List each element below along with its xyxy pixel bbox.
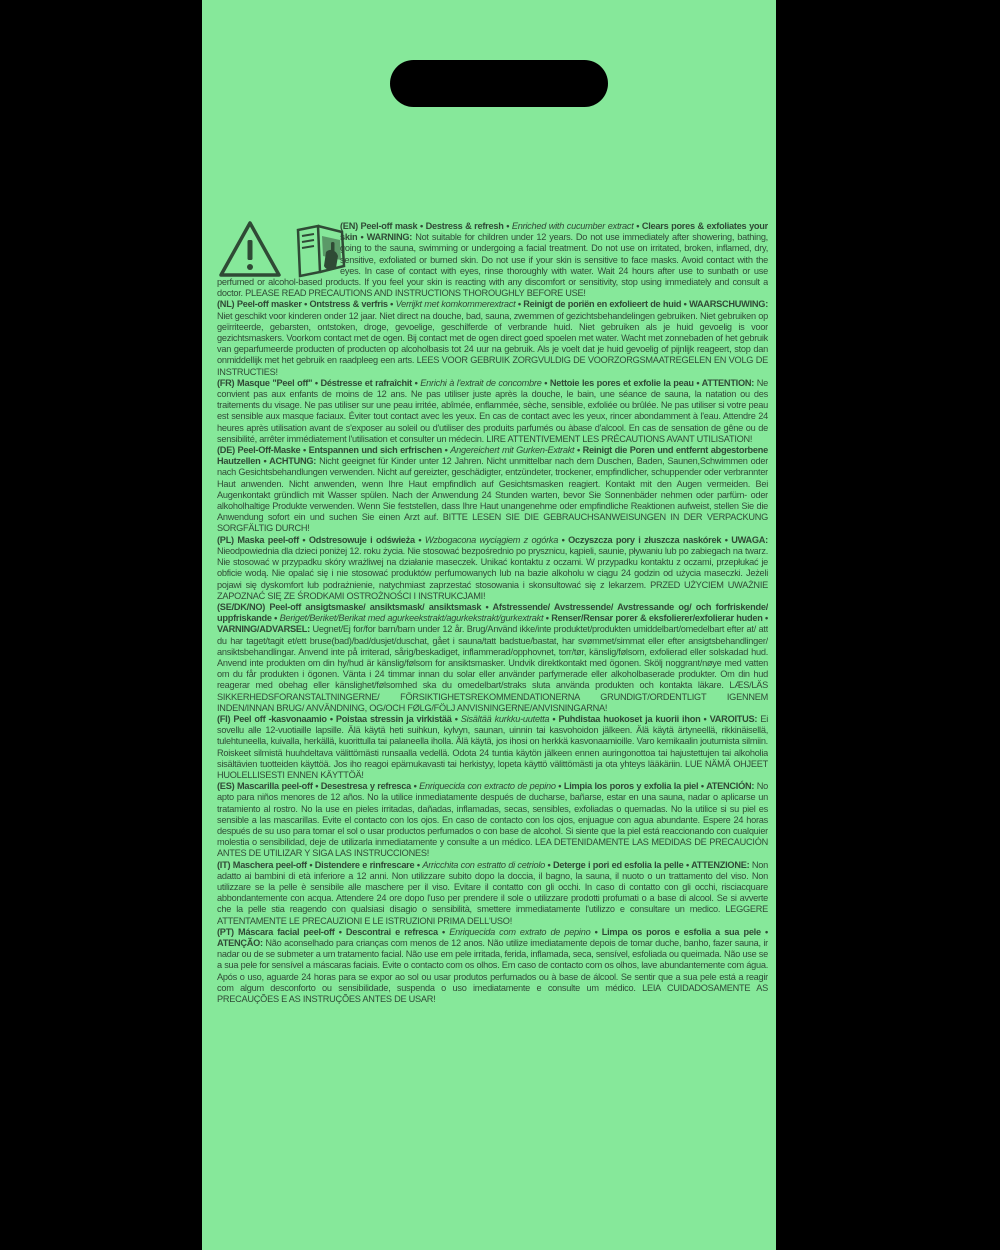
section-code: (FR) [217,377,235,388]
hang-hole [390,60,608,107]
section-claim: • Nettoie les pores et exfolie la peau • ATTENTION: [544,377,755,388]
section-code: (SE/DK/NO) [217,601,266,612]
section-tagline: Enriched with cucumber extract [511,221,634,231]
section-es [217,781,768,859]
section-body: No apto para niños menores de 12 años. No la utilice inmediatamente después de ducharse, bañarse, estar en una sauna, nadar o aplicarse un tratamiento al rostro. No la use en pieles irritadas, dañadas, inflamadas, secas, sensibles, exfoliadas o quemadas. No la utilice si su piel es sensible a las mascarillas. Evite el contacto con los ojos. En caso de contacto con los ojos, enjuague con agua abundante. Espere 24 horas después de su uso para tomar el sol o usar productos perfumados o con base de alcohol. Si siente que la piel está reaccionando con cualquier molestia o sensibilidad, deje de utilizarla inmediatamente y consulte a un médico. LEA DETENIDAMENTE LAS MEDIDAS DE PRECAUCIÓN ANTES DE UTILIZAR Y SIGA LAS INSTRUCCIONES! [217,781,768,859]
section-claim: • Limpia los poros y exfolia la piel • ATENCIÓN: [558,781,755,792]
section-body: Non adatto ai bambini di età inferiore a 12 anni. Non utilizzare subito dopo la doccia, il bagno, la sauna, il nuoto o un trattamento del viso. Non utilizzare se la pelle è sensibile alle maschere per il viso. Evitare il contatto con gli occhi. In caso di contatto con gli occhi, risciacquare abbondantemente con acqua. Attendere 24 ore dopo l'uso per prendere il sole o utilizzare prodotti profumati o a base di alcool. Se si avverte che la pelle stia reagendo con qualsiasi disagio o sensibilità, smettere immediatamente l'utilizzo e consultare un medico. LEGGERE ATTENTAMENTE LE PRECAUZIONI E LE ISTRUZIONI PRIMA DELL'USO! [217,859,768,926]
section-claim: • Puhdistaa huokoset ja kuorii ihon • VAROITUS: [552,713,758,724]
section-body: Niet geschikt voor kinderen onder 12 jaar. Niet direct na douche, bad, sauna, zwemmen of gezichtsbehandelingen gebruiken. Niet gebruiken op geïrriteerde, gebarsten, ontstoken, droge, gevoelige, geschilferde of verbrande huid. Niet gebruiken als je huid gevoelig is voor gezichtsmaskers. Voorkom contact met de ogen. Bij contact met de ogen direct goed spoelen met water. Wacht met zonnebaden of het gebruik van geparfumeerde producten of producten op alcoholbasis tot 24 uur na gebruik. Als je voelt dat je huid gevoelig of pijnlijk reageert, stop dan onmiddellijk met het gebruik en raadpleeg een arts. LEES VOOR GEBRUIK ZORGVULDIG DE VOORZORGSMAATREGELEN EN VOLG DE INSTRUCTIES! [217,310,768,377]
section-heading: Peel-off masker • Ontstress & verfris • [236,299,394,310]
section-heading: Masque "Peel off" • Déstresse et rafraîchit • [237,377,418,388]
section-de [217,445,768,535]
section-body: Nicht geeignet für Kinder unter 12 Jahren. Nicht unmittelbar nach dem Duschen, Baden, Saunen,Schwimmen oder nach Gesichtsbehandlungen verwenden. Nicht auf gereizter, geschädigter, entzündeter, trockener, empfindlicher, schuppender oder verbrannter Haut anwenden. Nicht anwenden, wenn Ihre Haut empfindlich auf Gesichtsmasken reagiert. Kontakt mit den Augen vermeiden. Bei Augenkontakt gründlich mit Wasser spülen. Nach der Anwendung 24 Stunden warten, bevor Sie Sonnenbäder nehmen oder parfüm- oder alkoholhaltige Produkte verwenden. Wenn Sie feststellen, dass Ihre Haut unangenehme oder empfindliche Reaktionen aufweist, stellen Sie die Anwendung sofort ein und suchen Sie einen Arzt auf. BITTE LESEN SIE DIE GEBRAUCHSANWEISUNGEN IN DER VERPACKUNG SORGFÄLTIG DURCH! [217,456,768,534]
section-tagline: Angereichert mit Gurken-Extrakt [450,445,575,456]
section-claim: • Reinigt die Poren und entfernt abgestorbene Hautzellen • ACHTUNG: [217,445,768,467]
section-body: Não aconselhado para crianças com menos de 12 anos. Não utilize imediatamente depois de tomar duche, banho, fazer sauna, ir nadar ou de se submeter a um tratamento facial. Não use em pele irritada, ferida, inflamada, seca, sensível, esfoliada ou queimada. Não use se a sua pele for sensível a máscaras faciais. Evite o contacto com os olhos. Em caso de contacto com os olhos, lave abundantemente com água. Após o uso, aguarde 24 horas para se expor ao sol ou usar produtos perfumados ou à base de álcool. Se sentir que a sua pele está a reagir com algum desconforto ou sensibilidade, suspenda o uso imediatamente e consulte um médico. LEIA CUIDADOSAMENTE AS PRECAUÇÕES E AS INSTRUÇÕES ANTES DE USAR! [217,938,768,1005]
section-tagline: Arricchita con estratto di cetriolo [422,859,546,870]
section-heading: Peel off -kasvonaamio • Poistaa stressin ja virkistää • [233,713,458,724]
section-body: Nieodpowiednia dla dzieci poniżej 12. roku życia. Nie stosować bezpośrednio po prysznicu, kąpieli, saunie, pływaniu lub po zabiegach na twarz. Nie stosować w przypadku skóry wrażliwej na działanie maseczek. Unikać kontaktu z oczami. W przypadku kontaktu z oczami, przepłukać je obficie wodą. Nie opalać się i nie stosować produktów perfumowanych lub na bazie alkoholu w ciągu 24 godzin od użycia maseczki. Jeżeli pojawi się dyskomfort lub podrażnienie, natychmiast zaprzestać stosowania i skonsultować się z lekarzem. PRZED UŻYCIEM UWAŻNIE ZAPOZNAĆ SIĘ ZE ŚRODKAMI OSTROŻNOŚCI I INSTRUKCJAMI! [217,545,768,601]
section-code: (IT) [217,859,231,870]
section-body: Uegnet/Ej for/for barn/barn under 12 år. Brug/Använd ikke/inte produktet/produkten umiddelbart/omedelbart efter at/ att du har taget/tagit et/ett bruse(bad)/bad/dusjet/duschat, gået i sauna/tatt badstue/bastat, har svømmet/simmat eller efter ansigtsbehandlinger/ ansiktsbehandlingar. Anvend inte på irriterad, sårig/beskadiget, inflammerad/opphovnet, torr/tør, känslig/følsom, exfolierad eller solskadad hud. Anvend inte produkten om din hy/hud är känslig/følsom for ansiktsmasker. Undvik direktkontakt med ögonen. Skölj noggrant/nøye med vatten om du får produkten i ögonen. Vänta i 24 timmar innan du solar eller använder parfymerade eller alkoholbaserade produkter. Om din hud reagerar med obehag eller känslighet/følsomhed ska du omedelbart/straks sluta använda produkten och kontakta läkare. LÆS/LÄS SIKKERHEDSFORANSTALTNINGERNE/ FÖRSIKTIGHETSREKOMMENDATIONERNA GRUNDIGT/ORDENTLIGT IGENNEM INDEN/INNAN BRUG/ ANVÄNDNING, OG/OCH FØLG/FÖLJ ANVISNINGERNE/ANVISNINGARNA! [217,624,768,713]
section-claim: • Reinigt de poriën en exfolieert de huid • WAARSCHUWING: [517,299,768,310]
section-heading: Mascarilla peel-off • Desestresa y refresca • [236,781,417,792]
section-heading: Peel-off ansigtsmaske/ ansiktsmask/ ansiktsmask • Afstressende/ Avstressende/ Avstressande og/ och forfriskende/ uppfriskande • [217,601,768,624]
section-pl [217,535,768,602]
section-tagline: Wzbogacona wyciągiem z ogórka [424,534,559,545]
icon-spacer [217,221,340,277]
section-pt [217,927,768,1005]
multilingual-instructions [217,221,768,1241]
section-tagline: Verrijkt met komkommerextract [395,299,516,310]
section-tagline: Enriquecida con extracto de pepino [419,781,556,792]
section-heading: Peel-off mask • Destress & refresh • [360,221,510,231]
section-code: (ES) [217,781,235,792]
section-tagline: Beriget/Beriket/Berikat med agurkeekstrakt/agurkekstrakt/gurkextrakt [279,613,544,624]
section-code: (FI) [217,713,231,724]
section-heading: Máscara facial peel-off • Descontrai e refresca • [238,926,446,937]
section-fr [217,378,768,445]
section-body: Not suitable for children under 12 years. Do not use immediately after showering, bathing, going to the sauna, swimming or undergoing a facial treatment. Do not use on irritated, broken, inflamed, dry, sensitive, exfoliated or burned skin. Do not use if your skin is sensitive to face masks. Avoid contact with the eyes. In case of contact with eyes, rinse thoroughly with water. Wait 24 hours after use to sunbath or use perfumed or alcohol-based products. If you feel your skin is reacting with any discomfort or sensitivity, stop using immediately and consult a doctor. PLEASE READ PRECAUTIONS AND INSTRUCTIONS THOROUGHLY BEFORE USE! [217,232,768,299]
section-claim: • Clears pores & exfoliates your skin • WARNING: [340,221,768,243]
section-heading: Maska peel-off • Odstresowuje i odświeża • [237,534,422,545]
section-se-dk-no [217,602,768,714]
packaging-back-panel [202,0,776,1250]
section-nl [217,299,768,377]
section-code: (EN) [340,221,358,231]
section-claim: • Deterge i pori ed esfolia la pelle • ATTENZIONE: [547,859,750,870]
section-tagline: Enriquecida com extrato de pepino [449,926,591,937]
section-code: (PT) [217,926,234,937]
section-claim: • Renser/Rensar porer & eksfolierer/exfolierar huden • VARNING/ADVARSEL: [217,613,768,635]
section-code: (NL) [217,299,235,310]
section-tagline: Enrichi à l'extrait de concombre [420,377,542,388]
section-code: (PL) [217,534,234,545]
section-heading: Peel-Off-Maske • Entspannen und sich erfrischen • [237,445,448,456]
section-body: Ei sovellu alle 12-vuotiaille lapsille. Älä käytä heti suihkun, kylvyn, saunan, uinnin tai kasvohoidon jälkeen. Älä käytä ärtyneellä, rikkinäisellä, tulehtuneella, kuivalla, herkällä, kuorittulla tai palaneella iholla. Älä käytä, jos ihosi on herkkä kasvonaamioille. Varo kemikaalin joutumista silmiin. Roiskeet silmistä huuhdeltava välittömästi runsaalla vedellä. Odota 24 tuntia käytön jälkeen ennen auringonottoa tai hajustettujen tai alkoholia sisältävien tuotteiden käyttöä. Jos iho reagoi epämukavasti tai herkistyy, lopeta käyttö välittömästi ja ota yhteys lääkäriin. LUE NÄMÄ OHJEET HUOLELLISESTI ENNEN KÄYTTÖÄ! [217,713,768,780]
section-claim: • Limpa os poros e esfolia a sua pele • ATENÇÃO: [217,926,768,948]
section-claim: • Oczyszcza pory i złuszcza naskórek • UWAGA: [561,534,768,545]
section-body: Ne convient pas aux enfants de moins de 12 ans. Ne pas utiliser juste après la douche, le bain, une séance de sauna, la natation ou des traitements du visage. Ne pas utiliser sur une peau irritée, abîmée, enflammée, sèche, sensible, exfoliée ou brûlée. Ne pas utiliser si votre peau est sensible aux masque faciaux. Éviter tout contact avec les yeux. En cas de contact avec les yeux, rincer abondamment à l'eau. Attendre 24 heures après utilisation avant de s'exposer au soleil ou d'utiliser des produits parfumés ou àbase d'alcool. En cas de sensation de gêne ou de sensibilité, arrêter immédiatement l'utilisation et consulter un médecin. LIRE ATTENTIVEMENT LES PRÉCAUTIONS AVANT UTILISATION! [217,377,768,444]
section-it [217,860,768,927]
section-fi [217,714,768,781]
section-tagline: Sisältää kurkku-uutetta [460,713,550,724]
section-code: (DE) [217,445,235,456]
section-heading: Maschera peel-off • Distendere e rinfrescare • [232,859,420,870]
